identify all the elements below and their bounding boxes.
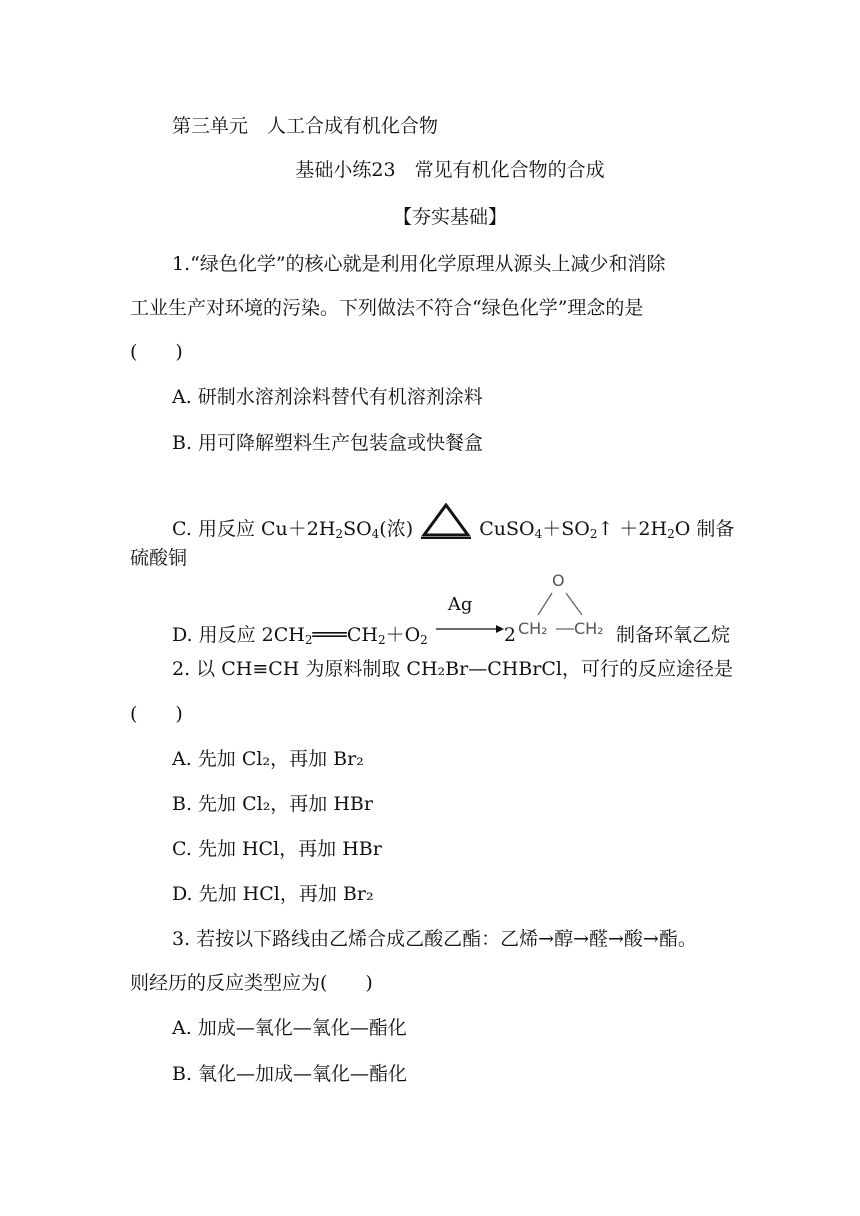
q1-stem-line1: 1.“绿色化学”的核心就是利用化学原理从源头上减少和消除 (172, 253, 666, 275)
q1-option-a: A. 研制水溶剂涂料替代有机溶剂涂料 (172, 386, 483, 408)
q2-option-d: D. 先加 HCl，再加 Br₂ (172, 883, 374, 905)
q3-option-b: B. 氧化—加成—氧化—酯化 (172, 1063, 408, 1085)
epoxide-structure (516, 571, 616, 641)
q3-stem-line2: 则经历的反应类型应为( ) (130, 972, 373, 994)
q2-option-a: A. 先加 Cl₂，再加 Br₂ (172, 748, 364, 770)
q3-option-a: A. 加成—氧化—氧化—酯化 (172, 1017, 407, 1039)
catalyst-label: Ag (447, 594, 473, 615)
reaction-arrow (434, 594, 504, 641)
section-title: 【夯实基础】 (392, 206, 507, 228)
q3-stem-line1: 3. 若按以下路线由乙烯合成乙酸乙酯：乙烯→醇→醛→酸→酯。 (172, 928, 697, 950)
q2-option-c: C. 先加 HCl，再加 HBr (172, 838, 382, 860)
heat-triangle-icon (421, 503, 471, 541)
q2-stem-line1: 2. 以 CH≡CH 为原料制取 CH₂Br—CHBrCl，可行的反应途径是 (172, 658, 733, 680)
q1-option-c: C. 用反应 $Cu+2H_2SO_4$(浓) $CuSO_4+SO_2↑ +2H_2O$ 制备 (172, 503, 734, 541)
epoxide-ch2-left: CH₂ (517, 619, 548, 638)
q1-option-d: D. 用反应 $2CH_2═══CH_2+O_2$ Ag 2 O CH₂ CH₂ 制备环氧乙烷 (172, 571, 730, 647)
lesson-title: 基础小练23 常见有机化合物的合成 (295, 159, 605, 181)
epoxide-ch2-right: CH₂ (573, 619, 604, 638)
q2-option-b: B. 先加 Cl₂，再加 HBr (172, 793, 373, 815)
q1-option-b: B. 用可降解塑料生产包装盒或快餐盒 (172, 432, 484, 454)
q2-answer-blank: ( ) (130, 703, 183, 725)
unit-title: 第三单元 人工合成有机化合物 (172, 115, 439, 137)
q1-option-c-line2: 硫酸铜 (130, 547, 188, 569)
epoxide-oxygen: O (551, 571, 565, 590)
q1-answer-blank: ( ) (130, 341, 183, 363)
q1-stem-line2: 工业生产对环境的污染。下列做法不符合“绿色化学”理念的是 (130, 297, 644, 319)
